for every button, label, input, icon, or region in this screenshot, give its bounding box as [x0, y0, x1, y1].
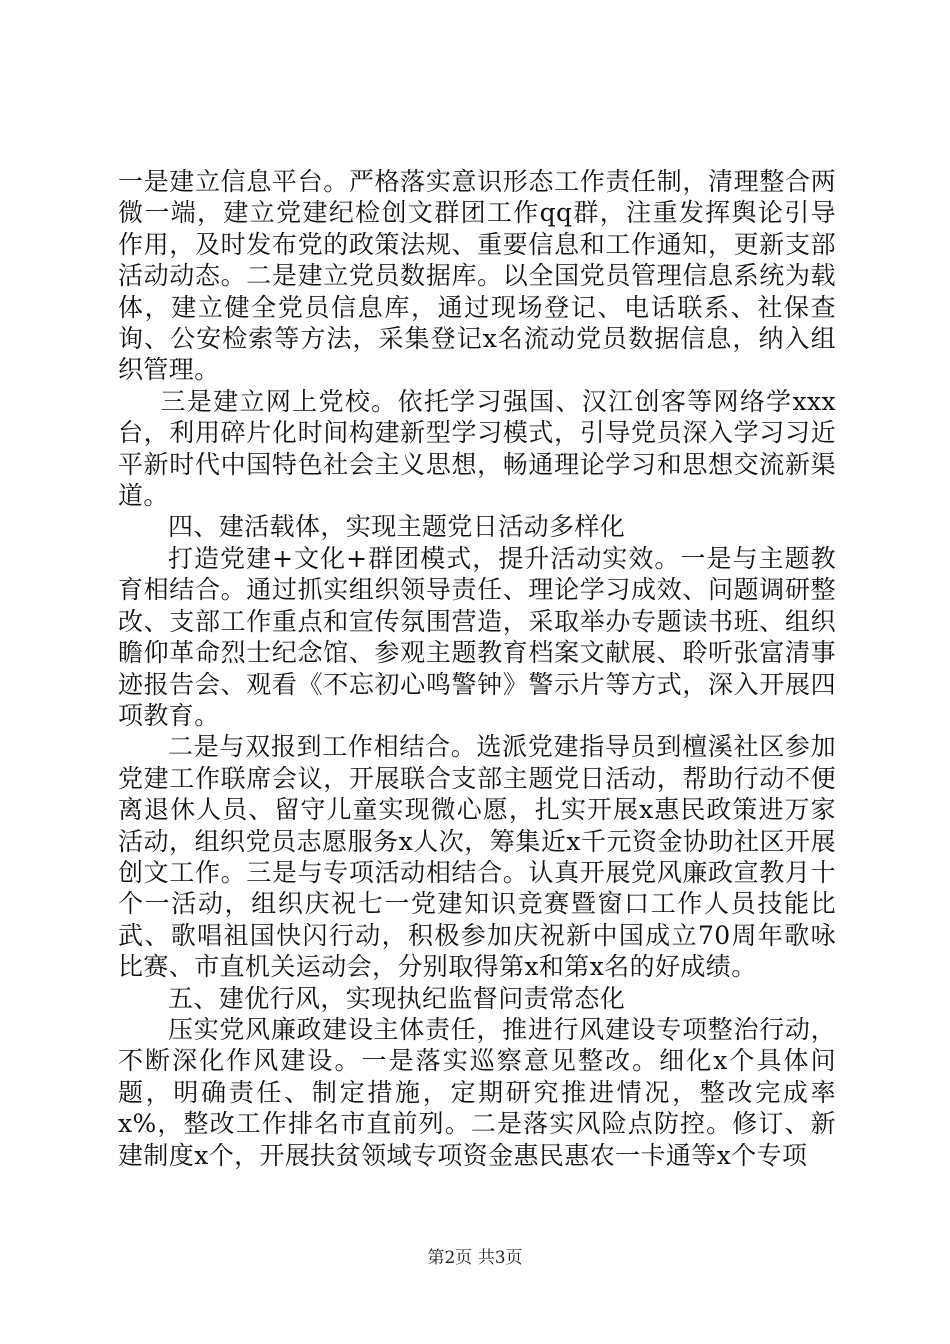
page-number-footer: 第2页 共3页 — [427, 1248, 523, 1268]
document-body — [118, 166, 836, 1171]
section-heading-4: 四、建活载体，实现主题党日活动多样化 — [168, 512, 626, 542]
paragraph-1: 一是建立信息平台。严格落实意识形态工作责任制，清理整合两微一端，建立党建纪检创文群团工作qq群，注重发挥舆论引导作用，及时发布党的政策法规、重要信息和工作通知，更新支部活动动态。二是建立党员数据库。以全国党员管理信息系统为载体，建立健全党员信息库，通过现场登记、电话联系、社保查询、公安检索等方法，采集登记x名流动党员数据信息，纳入组织管理。 — [118, 167, 836, 385]
paragraph-5: 压实党风廉政建设主体责任，推进行风建设专项整治行动，不断深化作风建设。一是落实巡察意见整改。细化x个具体问题，明确责任、制定措施，定期研究推进情况，整改完成率x%，整改工作排名市直前列。二是落实风险点防控。修订、新建制度x个，开展扶贫领域专项资金惠民惠农一卡通等x个专项 — [118, 1014, 836, 1170]
section-heading-5: 五、建优行风，实现执纪监督问责常态化 — [168, 983, 626, 1013]
paragraph-4: 二是与双报到工作相结合。选派党建指导员到檀溪社区参加党建工作联席会议，开展联合支部主题党日活动，帮助行动不便离退休人员、留守儿童实现微心愿，扎实开展x惠民政策进万家活动，组织党员志愿服务x人次，筹集近x千元资金协助社区开展创文工作。三是与专项活动相结合。认真开展党风廉政宣教月十个一活动，组织庆祝七一党建知识竞赛暨窗口工作人员技能比武、歌唱祖国快闪行动，积极参加庆祝新中国成立70周年歌咏比赛、市直机关运动会，分别取得第x和第x名的好成绩。 — [118, 732, 836, 982]
paragraph-3: 打造党建+文化+群团模式，提升活动实效。一是与主题教育相结合。通过抓实组织领导责任、理论学习成效、问题调研整改、支部工作重点和宣传氛围营造，采取举办专题读书班、组织瞻仰革命烈士纪念馆、参观主题教育档案文献展、聆听张富清事迹报告会、观看《不忘初心鸣警钟》警示片等方式，深入开展四项教育。 — [118, 543, 836, 730]
paragraph-2: 三是建立网上党校。依托学习强国、汉江创客等网络学xxx台，利用碎片化时间构建新型学习模式，引导党员深入学习习近平新时代中国特色社会主义思想，畅通理论学习和思想交流新渠道。 — [118, 386, 836, 511]
